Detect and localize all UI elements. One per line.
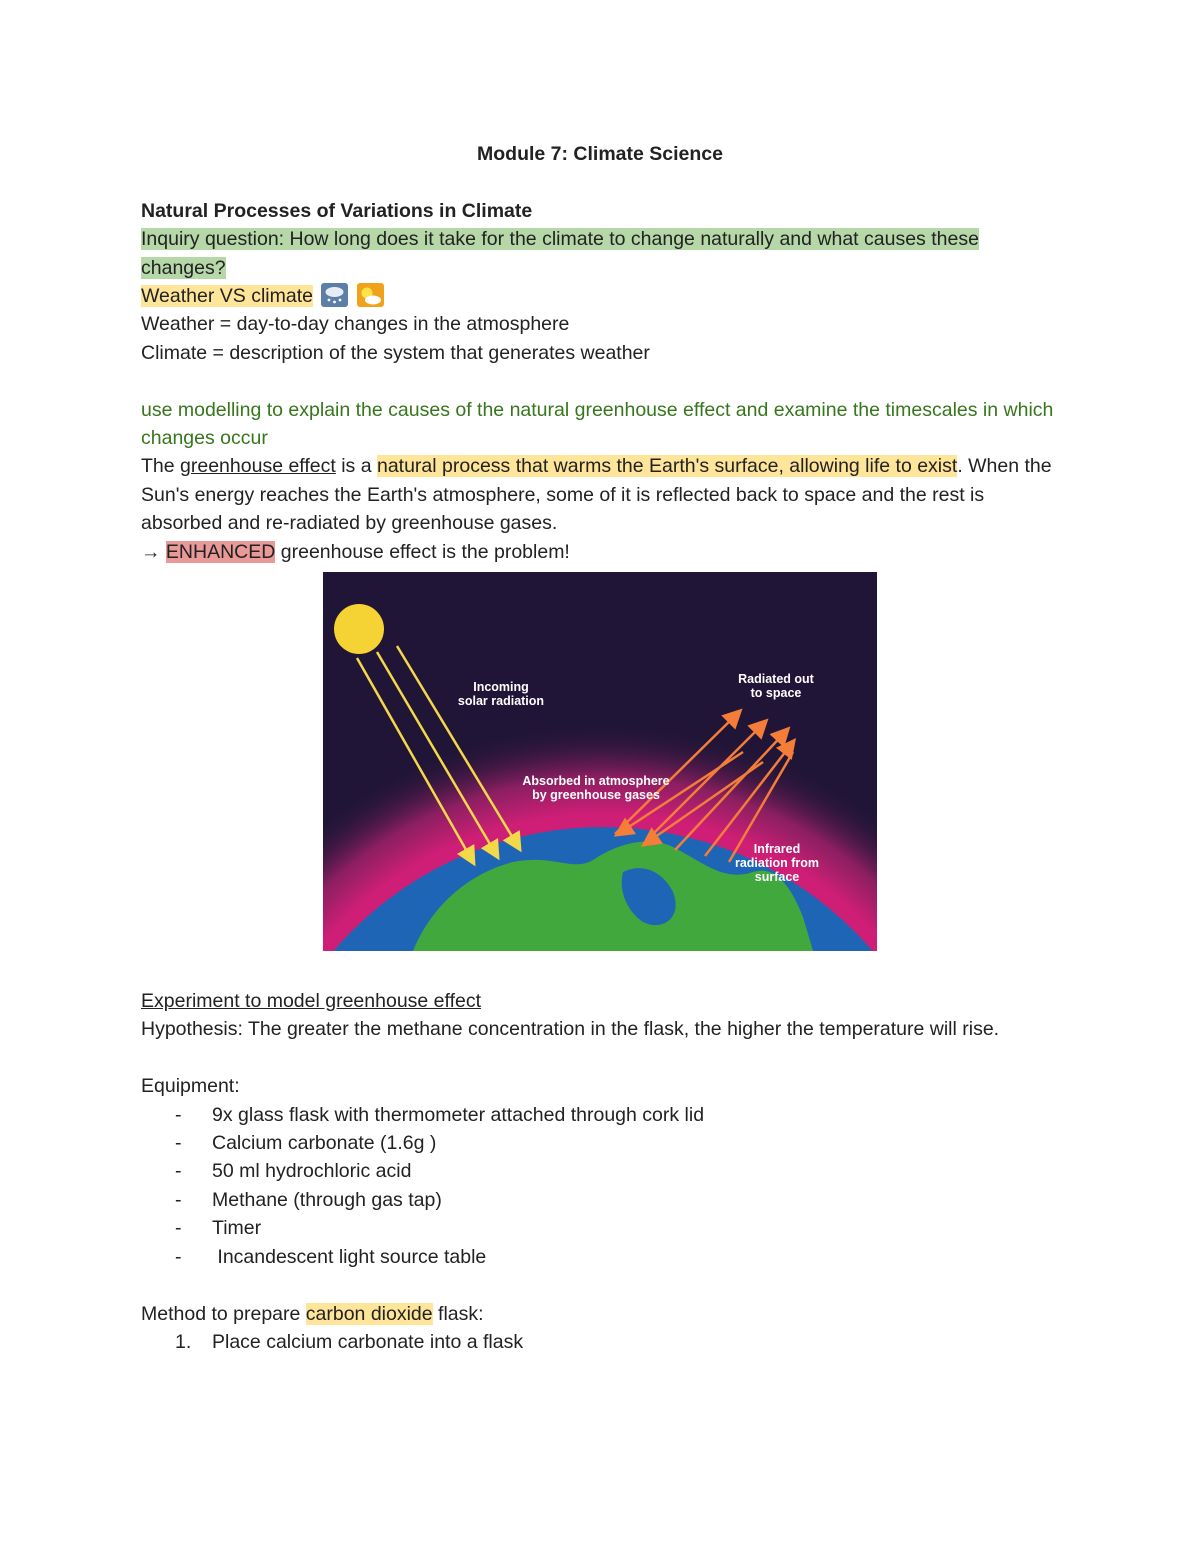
greenhouse-effect-term: greenhouse effect	[180, 455, 336, 478]
method-steps	[141, 1328, 1061, 1356]
weather-definition: Weather = day-to-day changes in the atmosphere	[141, 313, 570, 336]
infrared-label: Infrared radiation from surface	[734, 842, 820, 885]
greenhouse-definition: The greenhouse effect is a natural process that warms the Earth's surface, allowing life to exist. When the Sun's energy reaches the Earth's atmosphere, some of it is reflected back to space and the rest is absorbed and re-radiated by greenhouse gases.	[141, 455, 1052, 535]
document-page	[141, 140, 1061, 1356]
list-item: - Incandescent light source table	[141, 1243, 1061, 1271]
list-item: - Calcium carbonate (1.6g )	[141, 1129, 1061, 1157]
incoming-solar-label: Incoming solar radiation	[457, 680, 545, 709]
list-item: - 9x glass flask with thermometer attached through cork lid	[141, 1101, 1061, 1129]
equipment-list	[141, 1101, 1061, 1271]
hypothesis: Hypothesis: The greater the methane concentration in the flask, the higher the temperature will rise.	[141, 1018, 1000, 1041]
modelling-syllabus-point: use modelling to explain the causes of the natural greenhouse effect and examine the timescales in which changes occur	[141, 398, 1054, 450]
absorbed-label: Absorbed in atmosphere by greenhouse gases	[522, 774, 670, 803]
snow-cloud-icon	[321, 283, 348, 307]
page-title: Module 7: Climate Science	[477, 143, 723, 165]
sun-behind-cloud-icon	[357, 283, 384, 307]
radiated-out-label: Radiated out to space	[738, 672, 814, 701]
greenhouse-explanation: When the Sun's energy reaches the Earth's atmosphere, some of it is reflected back to space and the rest is absorbed and re-radiated by greenhouse gases.	[141, 455, 1052, 535]
experiment-heading: Experiment to model greenhouse effect	[141, 990, 482, 1013]
greenhouse-effect-diagram	[323, 572, 877, 951]
climate-definition: Climate = description of the system that generates weather	[141, 341, 650, 364]
list-item: - Timer	[141, 1214, 1061, 1242]
sun-icon	[334, 604, 384, 654]
method-heading: Method to prepare carbon dioxide flask:	[141, 1302, 484, 1325]
weather-vs-climate-heading: Weather VS climate	[141, 282, 1061, 310]
enhanced-word: ENHANCED	[165, 540, 276, 563]
list-item: 1. Place calcium carbonate into a flask	[175, 1330, 524, 1353]
section-heading: Natural Processes of Variations in Climate	[141, 199, 533, 222]
inquiry-question: Inquiry question: How long does it take for the climate to change naturally and what causes these changes?	[141, 228, 979, 279]
enhanced-greenhouse-line: → ENHANCED greenhouse effect is the problem!	[141, 540, 570, 563]
list-item: - Methane (through gas tap)	[141, 1186, 1061, 1214]
list-item: - 50 ml hydrochloric acid	[141, 1157, 1061, 1185]
equipment-label: Equipment:	[141, 1075, 240, 1098]
